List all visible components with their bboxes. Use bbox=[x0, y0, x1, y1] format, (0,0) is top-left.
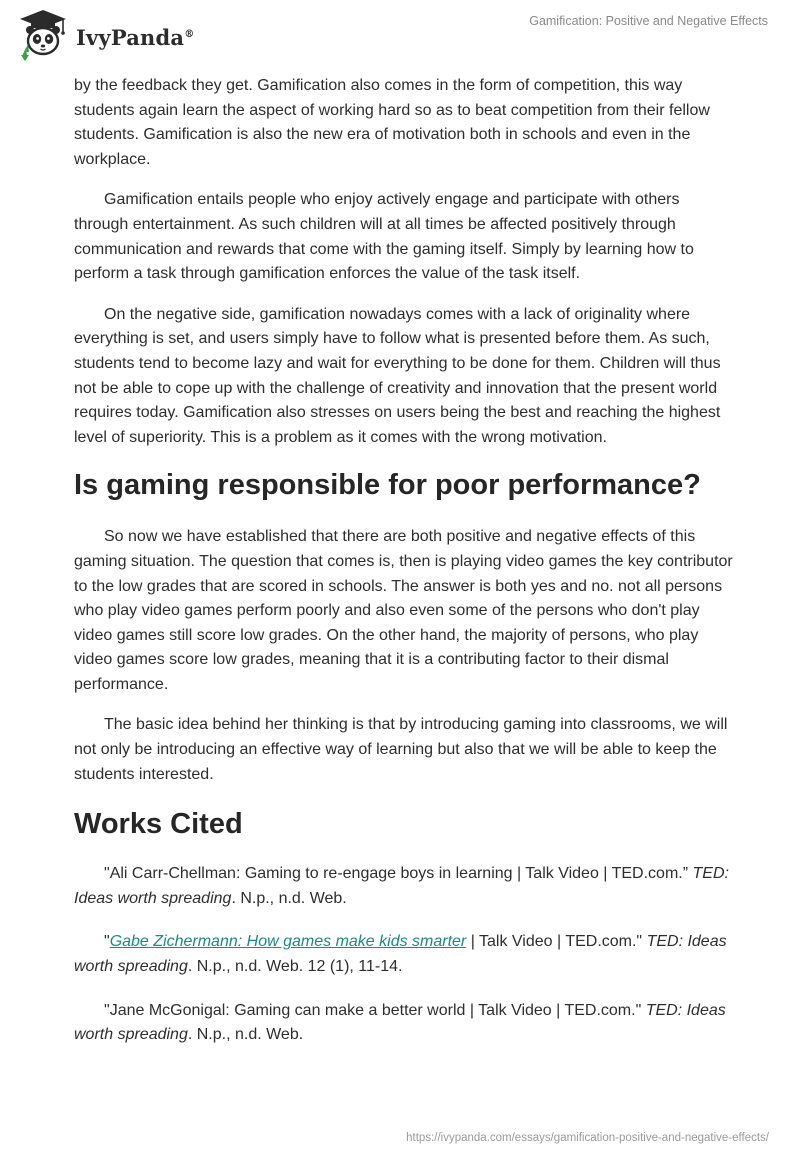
citation-link-gabe-zichermann[interactable]: Gabe Zichermann: How games make kids smarter bbox=[109, 933, 467, 951]
paragraph: On the negative side, gamification nowadays comes with a lack of originality where everything is set, and users simply have to follow what is presented before them. As such, students tend to become lazy and wait for everything to be done for them. Children will thus not be able to cope up with the challenge of creativity and innovation that the present world requires today. Gamification also stresses on users being the best and reaching the highest level of superiority. This is a problem as it comes with the wrong motivation. bbox=[74, 305, 721, 446]
paragraph: The basic idea behind her thinking is that by introducing gaming into classrooms, we will not only be introducing an effective way of learning but also that we will be able to keep the students interested. bbox=[74, 716, 728, 783]
paragraph: by the feedback they get. Gamification also comes in the form of competition, this way students again learn the aspect of working hard so as to beat competition from their fellow students. Gamification is also the new era of motivation both in schools and even in the workplace. bbox=[74, 77, 710, 168]
ivypanda-logo[interactable] bbox=[14, 8, 194, 62]
brand-name: IvyPanda® bbox=[76, 24, 195, 50]
paragraph: So now we have established that there are both positive and negative effects of this gaming situation. The question that comes is, then is playing video games the key contributor to the low grades that are scored in schools. The answer is both yes and no. not all persons who play video games perform poorly and also even some of the persons who don't play video games still score low grades. On the other hand, the majority of persons, who play video games score low grades, meaning that it is a contributing factor to their dismal performance. bbox=[74, 528, 733, 693]
citation-entry: "Gabe Zichermann: How games make kids smarter | Talk Video | TED.com." TED: Ideas worth spreading. N.p., n.d. Web. 12 (1), 11-14. bbox=[74, 933, 727, 976]
panda-graduate-logo-icon bbox=[14, 8, 72, 62]
section-heading-works-cited: Works Cited bbox=[74, 808, 243, 841]
section-heading-gaming-performance: Is gaming responsible for poor performance? bbox=[74, 469, 701, 502]
citation-publisher: TED: Ideas worth spreading bbox=[74, 933, 727, 976]
citation-entry: "Jane McGonigal: Gaming can make a better world | Talk Video | TED.com." TED: Ideas worth spreading. N.p., n.d. Web. bbox=[74, 1001, 726, 1044]
citation-publisher: TED: Ideas worth spreading bbox=[74, 1001, 726, 1044]
citation-entry: "Ali Carr-Chellman: Gaming to re-engage boys in learning | Talk Video | TED.com.” TED: Ideas worth spreading. N.p., n.d. Web. bbox=[74, 865, 729, 907]
citation-publisher: TED: Ideas worth spreading bbox=[74, 865, 729, 907]
essay-content bbox=[74, 74, 734, 1067]
paragraph: Gamification entails people who enjoy actively engage and participate with others through entertainment. As such children will at all times be affected positively through communication and rewards that come with the gaming itself. Simply by learning how to perform a task through gamification enforces the value of the task itself. bbox=[74, 191, 694, 283]
footer-url[interactable]: https://ivypanda.com/essays/gamification-positive-and-negative-effects/ bbox=[406, 1132, 769, 1144]
running-title: Gamification: Positive and Negative Effects bbox=[529, 14, 768, 28]
page-header bbox=[0, 0, 800, 70]
